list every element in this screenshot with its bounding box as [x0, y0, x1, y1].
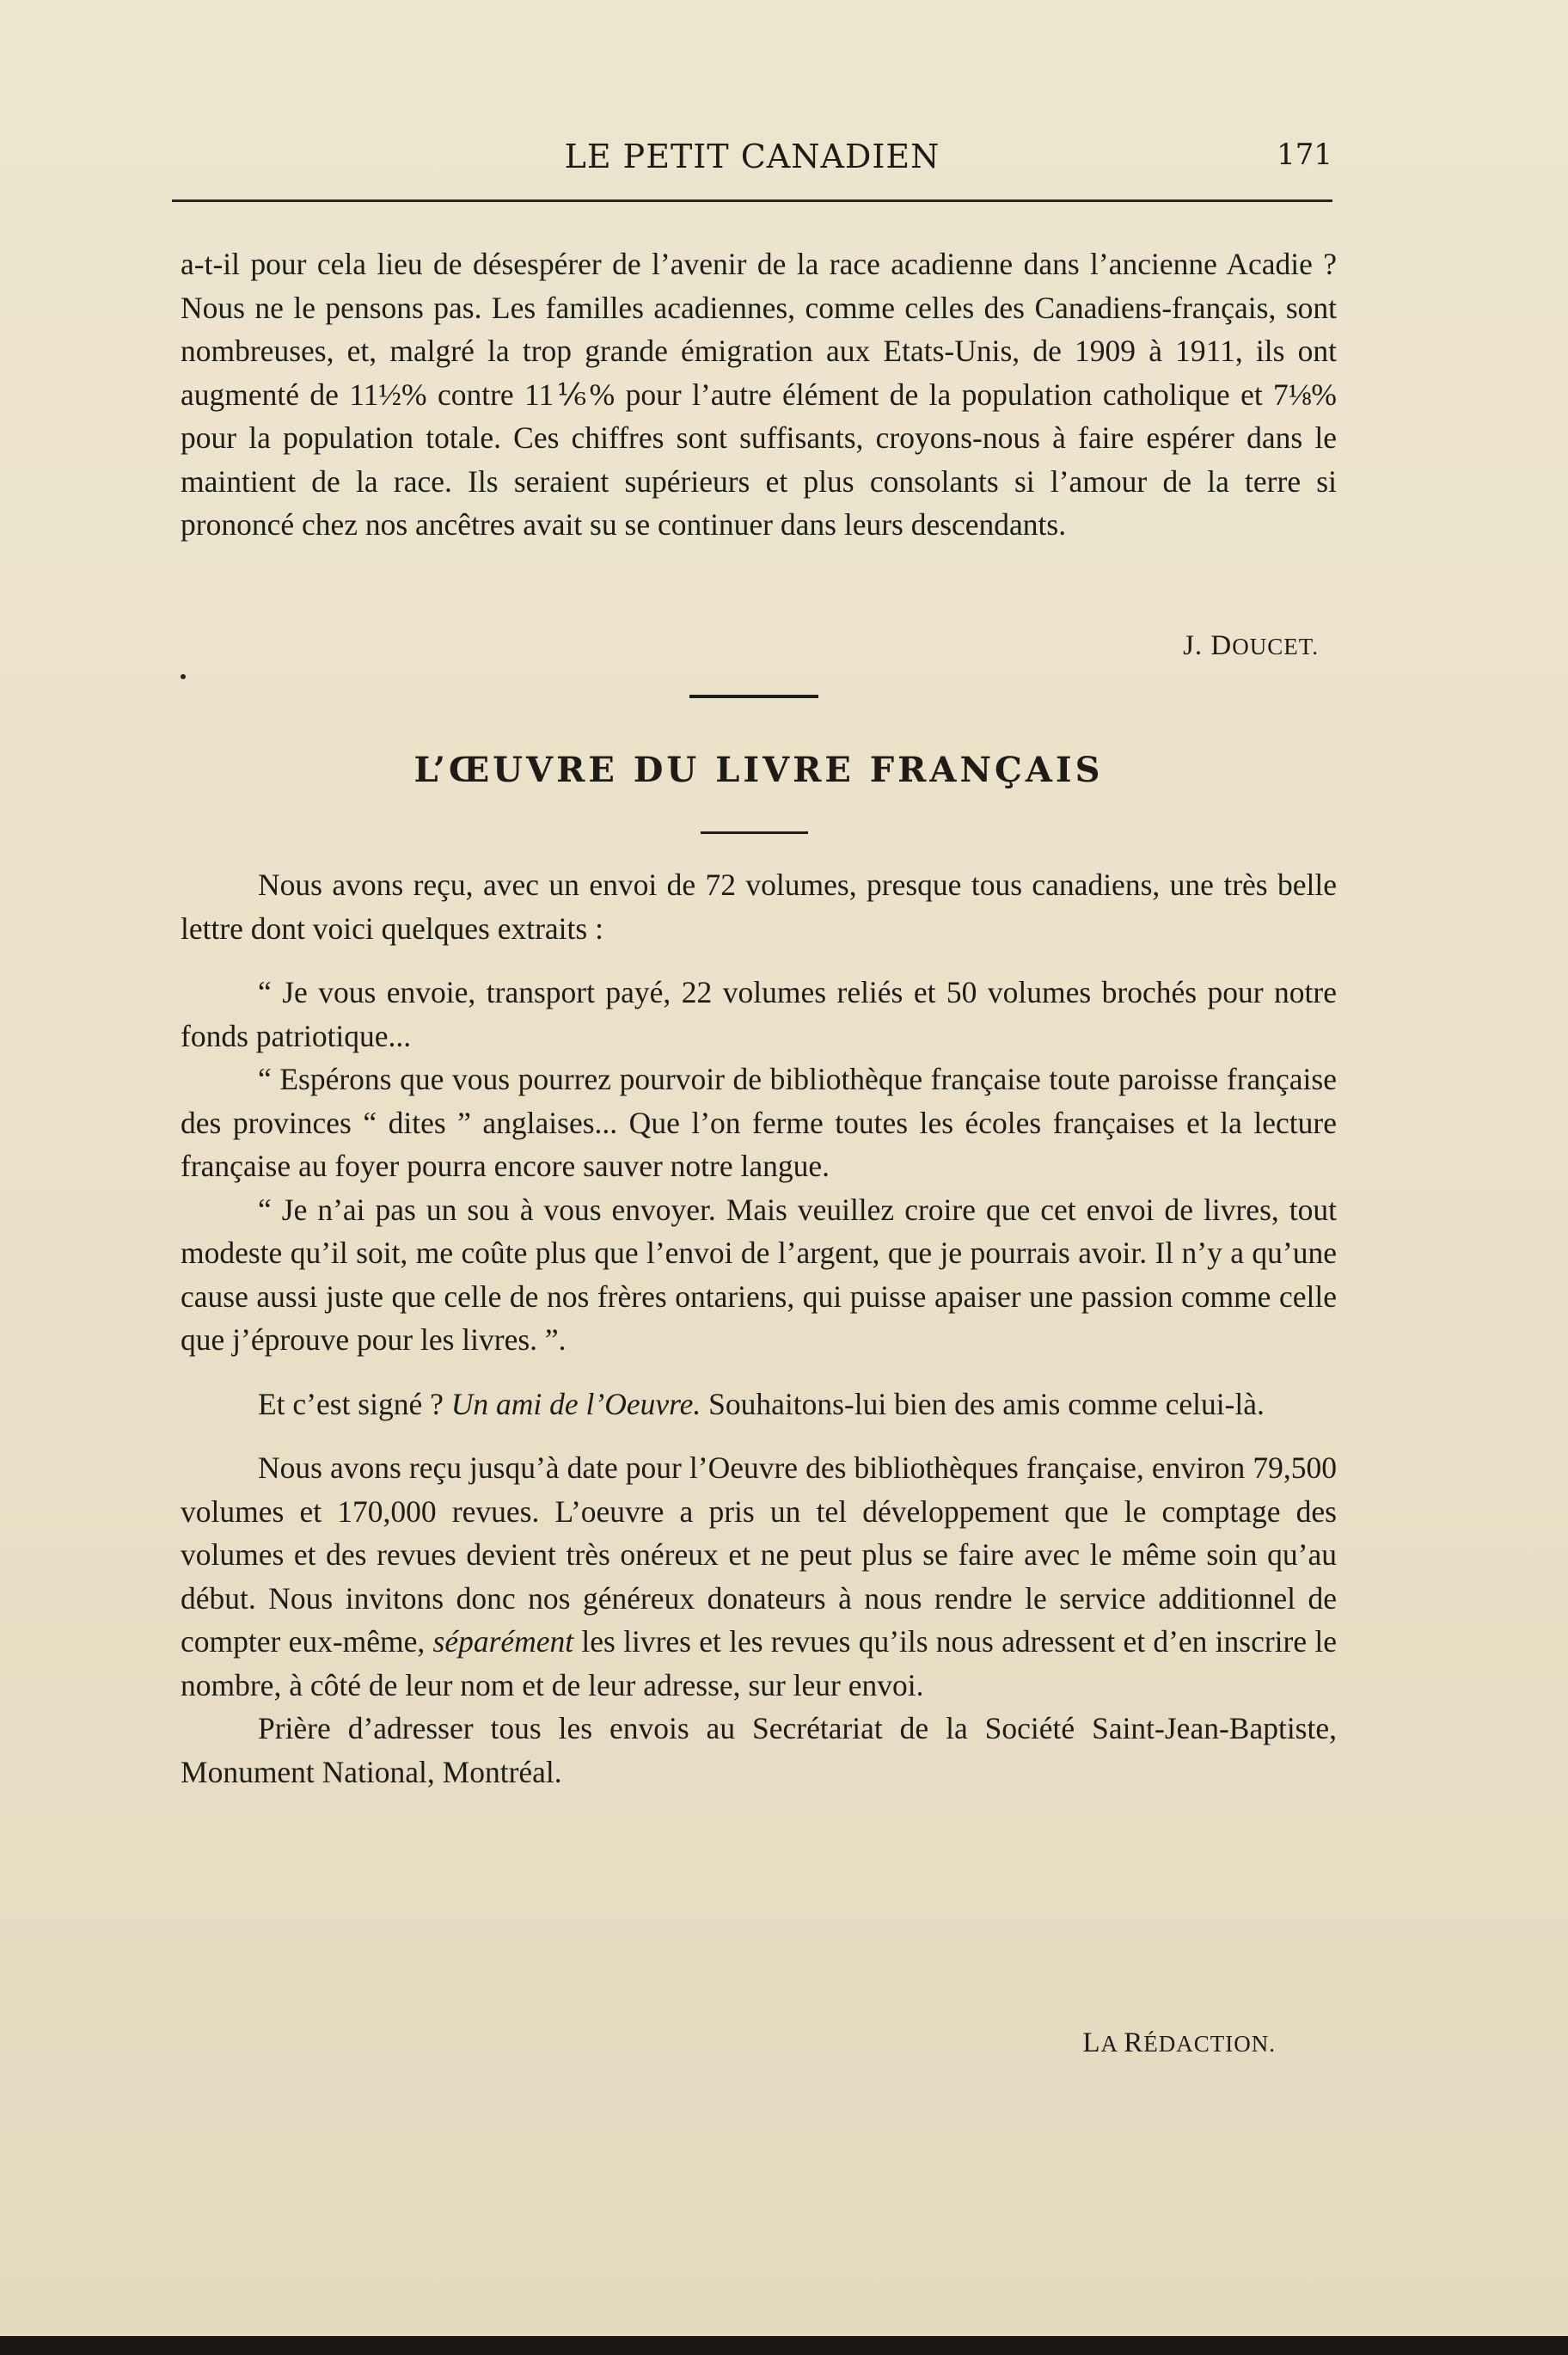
section-top-rule: [689, 695, 818, 698]
p2-start: Et c’est signé ?: [258, 1386, 451, 1421]
intro-text: [181, 242, 1337, 547]
section-paragraph-4: Prière d’adresser tous les envois au Secrétariat de la Société Saint-Jean-Baptiste, Monument National, Montréal.: [181, 1711, 1337, 1789]
section-paragraph-3: [181, 1446, 1337, 1707]
p3-start: Nous avons reçu jusqu’à date pour l’Oeuvre des bibliothèques française, environ 79,500 volumes et 170,000 revues. L’oeuvre a pris un tel développement que le comptage des volumes et des revues devient très onéreux et ne peut plus se faire avec le même soin qu’au début. Nous invitons donc nos généreux donateurs à nous rendre le service additionnel de compter eux-même,: [181, 1450, 1337, 1659]
section-paragraph-2: [181, 1383, 1337, 1426]
scan-bottom-edge: [0, 2336, 1568, 2355]
section-signature-l: L: [1082, 2027, 1101, 2058]
section-bottom-rule: [701, 831, 808, 834]
intro-signature: [1183, 630, 1319, 662]
section-paragraph-1: Nous avons reçu, avec un envoi de 72 volumes, presque tous canadiens, une très belle lettre dont voici quelques extraits :: [181, 868, 1337, 946]
running-head: [172, 138, 1332, 181]
header-rule: [172, 199, 1332, 202]
p3-end: les livres et les revues qu’ils nous adressent et d’en inscrire le nombre, à côté de leur nom et de leur adresse, sur leur envoi.: [181, 1624, 1337, 1702]
p3-italic: séparément: [432, 1624, 574, 1659]
p2-italic: Un ami de l’Oeuvre.: [450, 1386, 701, 1421]
intro-signature-initial: J. D: [1183, 630, 1233, 661]
intro-paragraph: a-t-il pour cela lieu de désespérer de l’avenir de la race acadienne dans l’ancienne Acadie ? Nous ne le pensons pas. Les familles acadiennes, comme celles des Canadiens-français, sont nombreuses, et, malgré la trop grande émigration aux Etats-Unis, de 1909 à 1911, ils ont augmenté de 11½% contre 11⅙% pour l’autre élément de la population catholique et 7⅛% pour la population totale. Ces chiffres sont suffisants, croyons-nous à faire espérer dans le maintient de la race. Ils seraient supérieurs et plus consolants si l’amour de la terre si prononcé chez nos ancêtres avait su se continuer dans leurs descendants.: [181, 247, 1337, 542]
section-body: [181, 863, 1337, 1794]
p2-end: Souhaitons-lui bien des amis comme celui-là.: [701, 1386, 1265, 1421]
stray-mark: [181, 674, 186, 679]
running-title: LE PETIT CANADIEN: [564, 138, 940, 175]
section-signature: [1082, 2027, 1276, 2059]
page-number: 171: [1277, 138, 1332, 172]
section-signature-rest: ÉDACTION.: [1143, 2031, 1276, 2057]
quote-paragraph-1: “ Je vous envoie, transport payé, 22 volumes reliés et 50 volumes brochés pour notre fonds patriotique...: [181, 975, 1337, 1053]
section-signature-a: A: [1100, 2031, 1124, 2057]
section-signature-r: R: [1124, 2027, 1144, 2058]
quote-paragraph-2: “ Espérons que vous pourrez pourvoir de bibliothèque française toute paroisse française des provinces “ dites ” anglaises... Que l’on ferme toutes les écoles françaises et la lecture française au foyer pourra encore sauver notre langue.: [181, 1062, 1337, 1183]
intro-signature-rest: OUCET.: [1232, 634, 1319, 659]
quote-paragraph-3: “ Je n’ai pas un sou à vous envoyer. Mais veuillez croire que cet envoi de livres, tout modeste qu’il soit, me coûte plus que l’envoi de l’argent, que je pourrais avoir. Il n’y a qu’une cause aussi juste que celle de nos frères ontariens, qui puisse apaiser une passion comme celle que j’éprouve pour les livres. ”.: [181, 1192, 1337, 1357]
section-title: L’ŒUVRE DU LIVRE FRANÇAIS: [413, 750, 1104, 790]
